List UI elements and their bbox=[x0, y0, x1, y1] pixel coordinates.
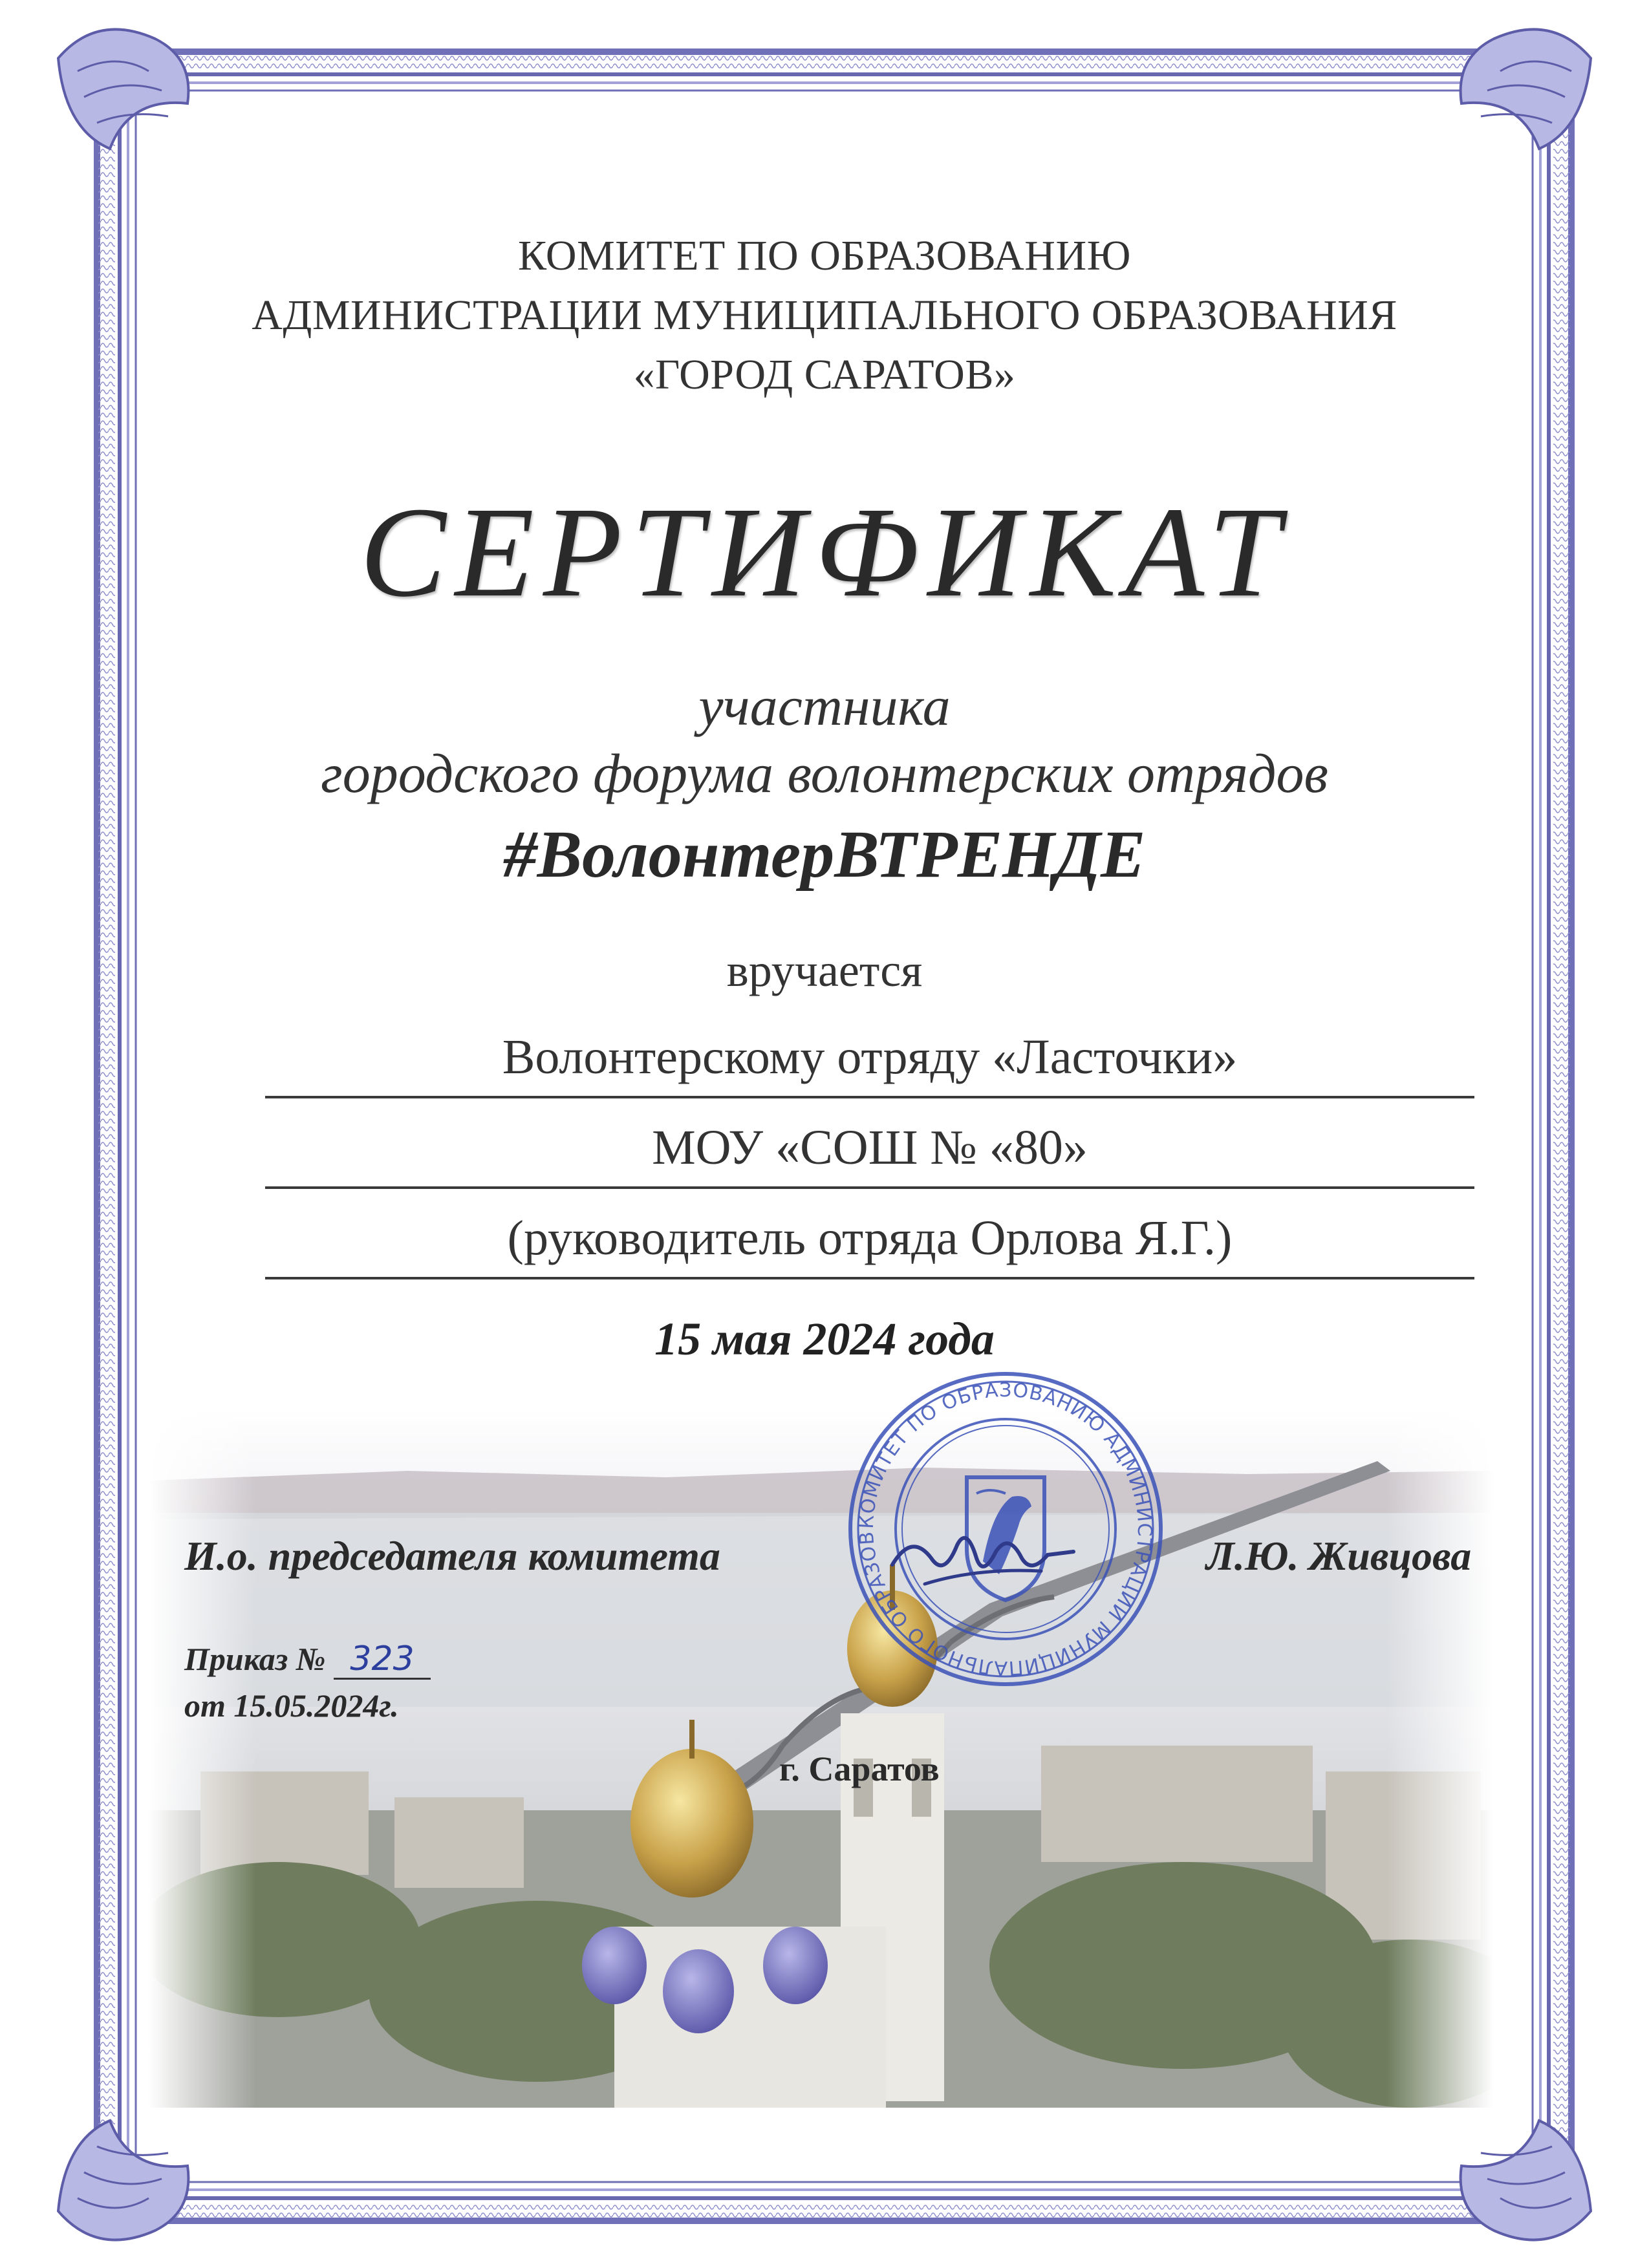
certificate-title: СЕРТИФИКАТ bbox=[360, 481, 1289, 624]
recipient-line-1: Волонтерскому отряду «Ласточки» bbox=[265, 1018, 1474, 1098]
recipient-line-3: (руководитель отряда Орлова Я.Г.) bbox=[265, 1199, 1474, 1279]
issuer-line-3: «ГОРОД САРАТОВ» bbox=[633, 351, 1016, 398]
order-block bbox=[184, 1636, 431, 1729]
order-number-row bbox=[184, 1636, 431, 1682]
awarded-label: вручается bbox=[726, 945, 923, 996]
recipient-line-2: МОУ «СОШ № «80» bbox=[265, 1109, 1474, 1189]
certificate-subtitle bbox=[0, 672, 1649, 807]
issuer-line-2: АДМИНИСТРАЦИИ МУНИЦИПАЛЬНОГО ОБРАЗОВАНИЯ bbox=[252, 292, 1397, 339]
signature-graphic bbox=[886, 1506, 1080, 1603]
stamp-text: КОМИТЕТ ПО ОБРАЗОВАНИЮ АДМИНИСТРАЦИИ МУНИЦИПАЛЬНОГО ОБРАЗОВ bbox=[855, 1378, 1156, 1680]
handwritten-signature bbox=[886, 1506, 1080, 1603]
order-date: от 15.05.2024г. bbox=[184, 1687, 399, 1724]
order-label: Приказ № bbox=[184, 1641, 326, 1677]
award-date: 15 мая 2024 года bbox=[654, 1313, 995, 1365]
issuer-heading bbox=[0, 226, 1649, 405]
subtitle-line-2: городского форума волонтерских отрядов bbox=[321, 742, 1328, 804]
subtitle-line-1: участника bbox=[698, 675, 951, 737]
forum-hashtag: #ВолонтерВТРЕНДЕ bbox=[503, 817, 1146, 892]
order-number: 323 bbox=[334, 1640, 431, 1680]
city-name: г. Саратов bbox=[779, 1749, 940, 1788]
issuer-line-1: КОМИТЕТ ПО ОБРАЗОВАНИЮ bbox=[518, 232, 1131, 279]
signatory-role: И.о. председателя комитета bbox=[184, 1533, 720, 1579]
signatory-name: Л.Ю. Живцова bbox=[1206, 1533, 1472, 1579]
